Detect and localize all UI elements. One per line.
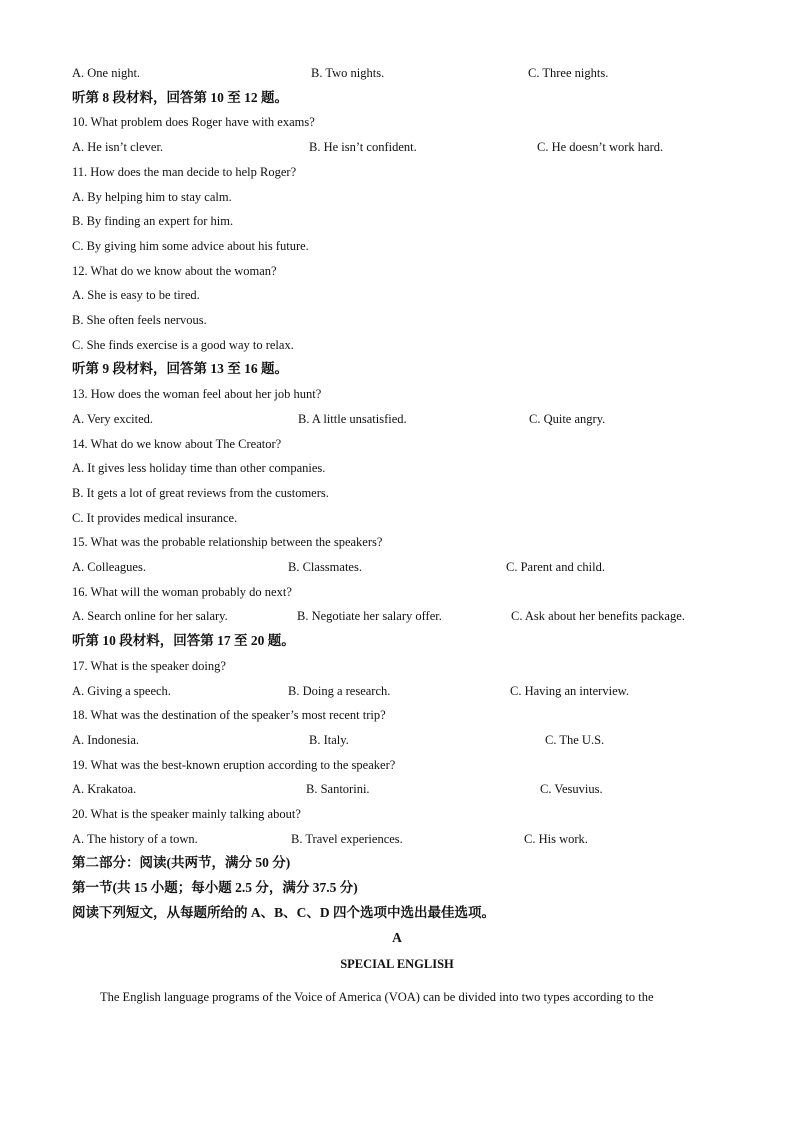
q15-option-c: C. Parent and child.	[506, 560, 605, 574]
q16-question: 16. What will the woman probably do next?	[72, 585, 292, 599]
part2-header: 第二部分：阅读(共两节，满分 50 分)	[72, 855, 291, 870]
q17-option-c: C. Having an interview.	[510, 684, 629, 698]
q17-option-b: B. Doing a research.	[288, 684, 391, 698]
q12-option-c: C. She finds exercise is a good way to relax.	[72, 338, 294, 352]
q16-option-a: A. Search online for her salary.	[72, 609, 228, 623]
q13-option-b: B. A little unsatisfied.	[298, 412, 407, 426]
part2-section1-header: 第一节(共 15 小题；每小题 2.5 分，满分 37.5 分)	[72, 880, 358, 895]
q13-question: 13. How does the woman feel about her job hunt?	[72, 387, 322, 401]
q17-option-a: A. Giving a speech.	[72, 684, 171, 698]
passage-letter: A	[392, 930, 402, 945]
q14-question: 14. What do we know about The Creator?	[72, 437, 282, 451]
q18-option-a: A. Indonesia.	[72, 733, 139, 747]
q10-option-a: A. He isn’t clever.	[72, 140, 164, 154]
q15-question: 15. What was the probable relationship between the speakers?	[72, 535, 383, 549]
passage-first-line: The English language programs of the Voice of America (VOA) can be divided into two types according to the	[100, 990, 654, 1004]
q11-option-a: A. By helping him to stay calm.	[72, 190, 232, 204]
q20-question: 20. What is the speaker mainly talking about?	[72, 807, 301, 821]
q11-option-b: B. By finding an expert for him.	[72, 214, 234, 228]
q20-option-c: C. His work.	[524, 832, 588, 846]
q11-question: 11. How does the man decide to help Roger?	[72, 165, 297, 179]
q19-question: 19. What was the best-known eruption according to the speaker?	[72, 758, 396, 772]
q10-option-c: C. He doesn’t work hard.	[537, 140, 664, 154]
q10-question: 10. What problem does Roger have with exams?	[72, 115, 315, 129]
q13-option-a: A. Very excited.	[72, 412, 153, 426]
q20-option-a: A. The history of a town.	[72, 832, 198, 846]
q13-option-c: C. Quite angry.	[529, 412, 606, 426]
q18-option-b: B. Italy.	[309, 733, 349, 747]
q12-question: 12. What do we know about the woman?	[72, 264, 277, 278]
q17-question: 17. What is the speaker doing?	[72, 659, 226, 673]
q12-option-b: B. She often feels nervous.	[72, 313, 207, 327]
q15-option-a: A. Colleagues.	[72, 560, 146, 574]
q20-option-b: B. Travel experiences.	[291, 832, 403, 846]
q9-option-c: C. Three nights.	[528, 66, 609, 80]
part2-instructions: 阅读下列短文，从每题所给的 A、B、C、D 四个选项中选出最佳选项。	[72, 905, 496, 920]
section8-header: 听第 8 段材料，回答第 10 至 12 题。	[72, 90, 288, 105]
q18-question: 18. What was the destination of the speaker’s most recent trip?	[72, 708, 386, 722]
section10-header: 听第 10 段材料，回答第 17 至 20 题。	[72, 633, 295, 648]
q14-option-a: A. It gives less holiday time than other companies.	[72, 461, 326, 475]
section9-header: 听第 9 段材料，回答第 13 至 16 题。	[72, 361, 288, 376]
q19-option-a: A. Krakatoa.	[72, 782, 137, 796]
q9-option-b: B. Two nights.	[311, 66, 385, 80]
q19-option-c: C. Vesuvius.	[540, 782, 603, 796]
q16-option-c: C. Ask about her benefits package.	[511, 609, 685, 623]
q12-option-a: A. She is easy to be tired.	[72, 288, 200, 302]
q10-option-b: B. He isn’t confident.	[309, 140, 417, 154]
q19-option-b: B. Santorini.	[306, 782, 370, 796]
q18-option-c: C. The U.S.	[545, 733, 605, 747]
q15-option-b: B. Classmates.	[288, 560, 362, 574]
passage-title: SPECIAL ENGLISH	[340, 957, 454, 971]
q14-option-c: C. It provides medical insurance.	[72, 511, 238, 525]
q9-option-a: A. One night.	[72, 66, 141, 80]
q16-option-b: B. Negotiate her salary offer.	[297, 609, 442, 623]
q11-option-c: C. By giving him some advice about his future.	[72, 239, 309, 253]
q14-option-b: B. It gets a lot of great reviews from the customers.	[72, 486, 329, 500]
